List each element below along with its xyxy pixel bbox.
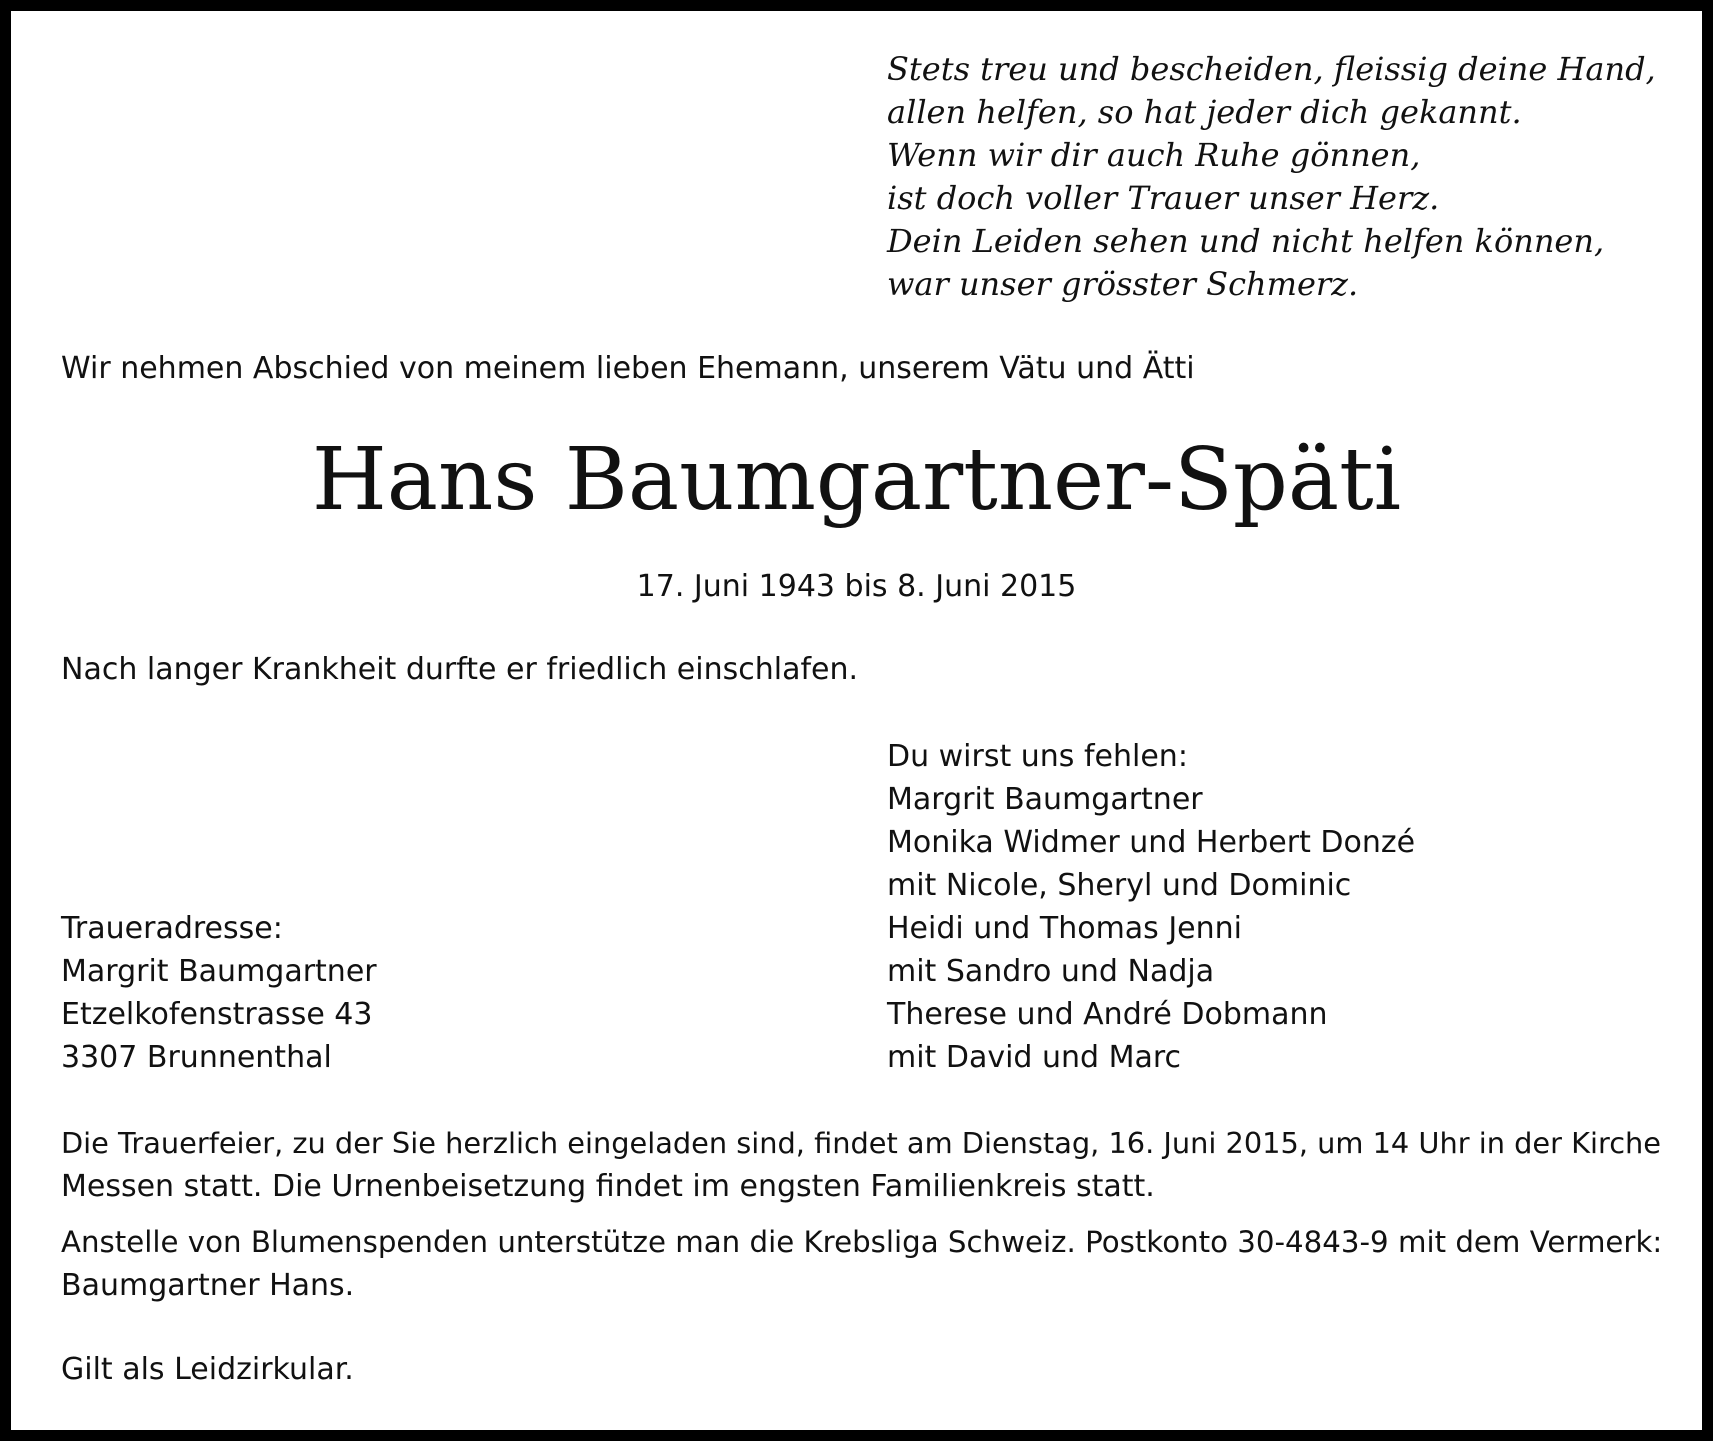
memorial-poem bbox=[887, 48, 1656, 306]
mourning-address bbox=[61, 907, 377, 1079]
address-line: Etzelkofenstrasse 43 bbox=[61, 997, 373, 1032]
mourner-name: mit Nicole, Sheryl und Dominic bbox=[887, 868, 1352, 903]
donation-line: Baumgartner Hans. bbox=[61, 1268, 355, 1303]
donation-paragraph bbox=[61, 1221, 1662, 1307]
poem-line: ist doch voller Trauer unser Herz. bbox=[887, 179, 1440, 217]
mourner-name: Therese und André Dobmann bbox=[887, 997, 1328, 1032]
mourner-name: Margrit Baumgartner bbox=[887, 782, 1203, 817]
address-line: Margrit Baumgartner bbox=[61, 954, 377, 989]
poem-line: Dein Leiden sehen und nicht helfen können, bbox=[887, 222, 1605, 260]
passing-note: Nach langer Krankheit durfte er friedlich einschlafen. bbox=[61, 652, 859, 687]
intro-text: Wir nehmen Abschied von meinem lieben Ehemann, unserem Vätu und Ätti bbox=[61, 351, 1195, 386]
circular-note: Gilt als Leidzirkular. bbox=[61, 1352, 354, 1387]
poem-line: Stets treu und bescheiden, fleissig deine Hand, bbox=[887, 50, 1656, 88]
ceremony-paragraph bbox=[61, 1122, 1661, 1208]
poem-line: allen helfen, so hat jeder dich gekannt. bbox=[887, 93, 1522, 131]
poem-line: Wenn wir dir auch Ruhe gönnen, bbox=[887, 136, 1421, 174]
address-line: 3307 Brunnenthal bbox=[61, 1040, 332, 1075]
life-dates: 17. Juni 1943 bis 8. Juni 2015 bbox=[636, 569, 1077, 604]
mourners-list bbox=[887, 735, 1415, 1079]
ceremony-line: Messen statt. Die Urnenbeisetzung findet im engsten Familienkreis statt. bbox=[61, 1169, 1155, 1204]
mourner-name: mit David und Marc bbox=[887, 1040, 1182, 1075]
mourners-heading: Du wirst uns fehlen: bbox=[887, 739, 1188, 774]
mourner-name: Heidi und Thomas Jenni bbox=[887, 911, 1243, 946]
deceased-name: Hans Baumgartner-Späti bbox=[311, 430, 1402, 530]
mourner-name: mit Sandro und Nadja bbox=[887, 954, 1215, 989]
ceremony-line: Die Trauerfeier, zu der Sie herzlich eingeladen sind, findet am Dienstag, 16. Juni 2015, um 14 Uhr in der Kirche bbox=[61, 1126, 1661, 1160]
address-heading: Traueradresse: bbox=[61, 911, 283, 946]
mourner-name: Monika Widmer und Herbert Donzé bbox=[887, 825, 1416, 860]
poem-line: war unser grösster Schmerz. bbox=[887, 265, 1359, 303]
donation-line: Anstelle von Blumenspenden unterstütze man die Krebsliga Schweiz. Postkonto 30-4843-9 mit dem Vermerk: bbox=[61, 1225, 1663, 1259]
